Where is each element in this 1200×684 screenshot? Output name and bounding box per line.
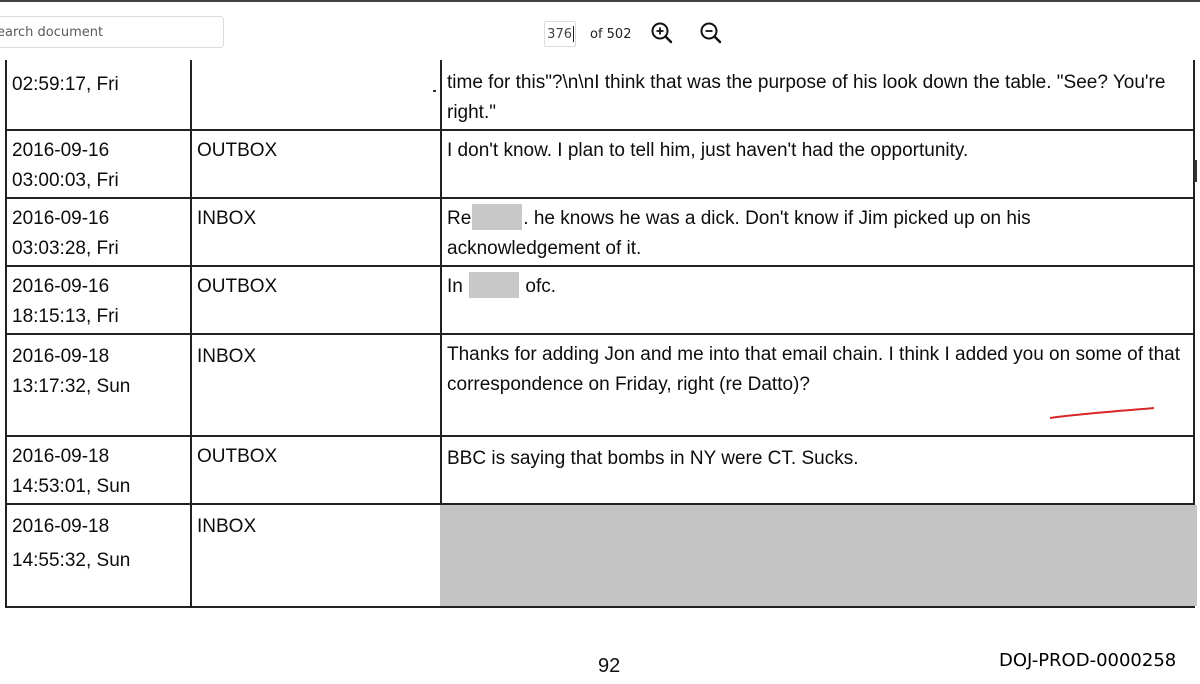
row-divider xyxy=(5,197,1195,199)
row-time: 13:17:32, Sun xyxy=(12,376,131,397)
redaction-box xyxy=(469,272,519,298)
search-input[interactable] xyxy=(0,16,224,48)
row-time: 03:00:03, Fri xyxy=(12,170,119,191)
zoom-in-icon xyxy=(649,20,675,46)
row-date: 2016-09-18 xyxy=(12,516,110,537)
row-divider xyxy=(5,435,1195,437)
row-message: Thanks for adding Jon and me into that email chain. I think I added you on some of that correspondence on Friday, right (re Datto)? xyxy=(447,344,1181,395)
row-divider xyxy=(5,265,1195,267)
row-message xyxy=(447,204,1187,264)
row-message xyxy=(447,272,556,302)
page-total-label: of 502 xyxy=(590,27,632,42)
row-message: time for this"?\n\nI think that was the purpose of his look down the table. "See? You're right." xyxy=(447,72,1166,123)
redaction-box xyxy=(472,204,522,230)
row-time: 03:03:28, Fri xyxy=(12,238,119,259)
row-folder: INBOX xyxy=(197,346,257,367)
row-message: BBC is saying that bombs in NY were CT. Sucks. xyxy=(447,448,859,469)
row-time: 14:53:01, Sun xyxy=(12,476,131,497)
row-message: I don't know. I plan to tell him, just haven't had the opportunity. xyxy=(447,140,969,161)
zoom-out-icon xyxy=(698,20,724,46)
page-number-input[interactable] xyxy=(544,21,576,47)
zoom-out-button[interactable] xyxy=(698,20,724,46)
row-date: 2016-09-16 xyxy=(12,276,110,297)
row-date: 2016-09-18 xyxy=(12,446,110,467)
viewer-toolbar xyxy=(0,0,1200,62)
message-prefix: In xyxy=(447,276,463,297)
page-number: 92 xyxy=(598,655,621,677)
row-date: 2016-09-16 xyxy=(12,140,110,161)
row-folder: OUTBOX xyxy=(197,140,278,161)
scan-speck xyxy=(433,90,436,92)
redacted-message-block xyxy=(440,505,1197,606)
row-folder: INBOX xyxy=(197,208,257,229)
message-suffix: . he knows he was a dick. Don't know if Jim picked up on his acknowledgement of it. xyxy=(447,208,1031,259)
message-suffix: ofc. xyxy=(525,276,557,297)
scan-speck xyxy=(1194,160,1197,182)
production-id: DOJ-PROD-0000258 xyxy=(999,650,1177,671)
message-prefix: Re xyxy=(447,208,472,229)
row-divider xyxy=(5,333,1195,335)
row-folder: OUTBOX xyxy=(197,276,278,297)
table-border-bottom xyxy=(5,606,1195,608)
text-caret xyxy=(573,26,574,42)
zoom-in-button[interactable] xyxy=(649,20,675,46)
row-time: 18:15:13, Fri xyxy=(12,306,119,327)
row-time: 14:55:32, Sun xyxy=(12,550,131,571)
row-date: 2016-09-18 xyxy=(12,346,110,367)
row-time: 02:59:17, Fri xyxy=(12,74,119,95)
row-date: 2016-09-16 xyxy=(12,208,110,229)
red-underline-annotation xyxy=(1048,406,1158,424)
document-page xyxy=(0,60,1200,684)
row-folder: OUTBOX xyxy=(197,446,278,467)
row-divider xyxy=(5,129,1195,131)
row-folder: INBOX xyxy=(197,516,257,537)
